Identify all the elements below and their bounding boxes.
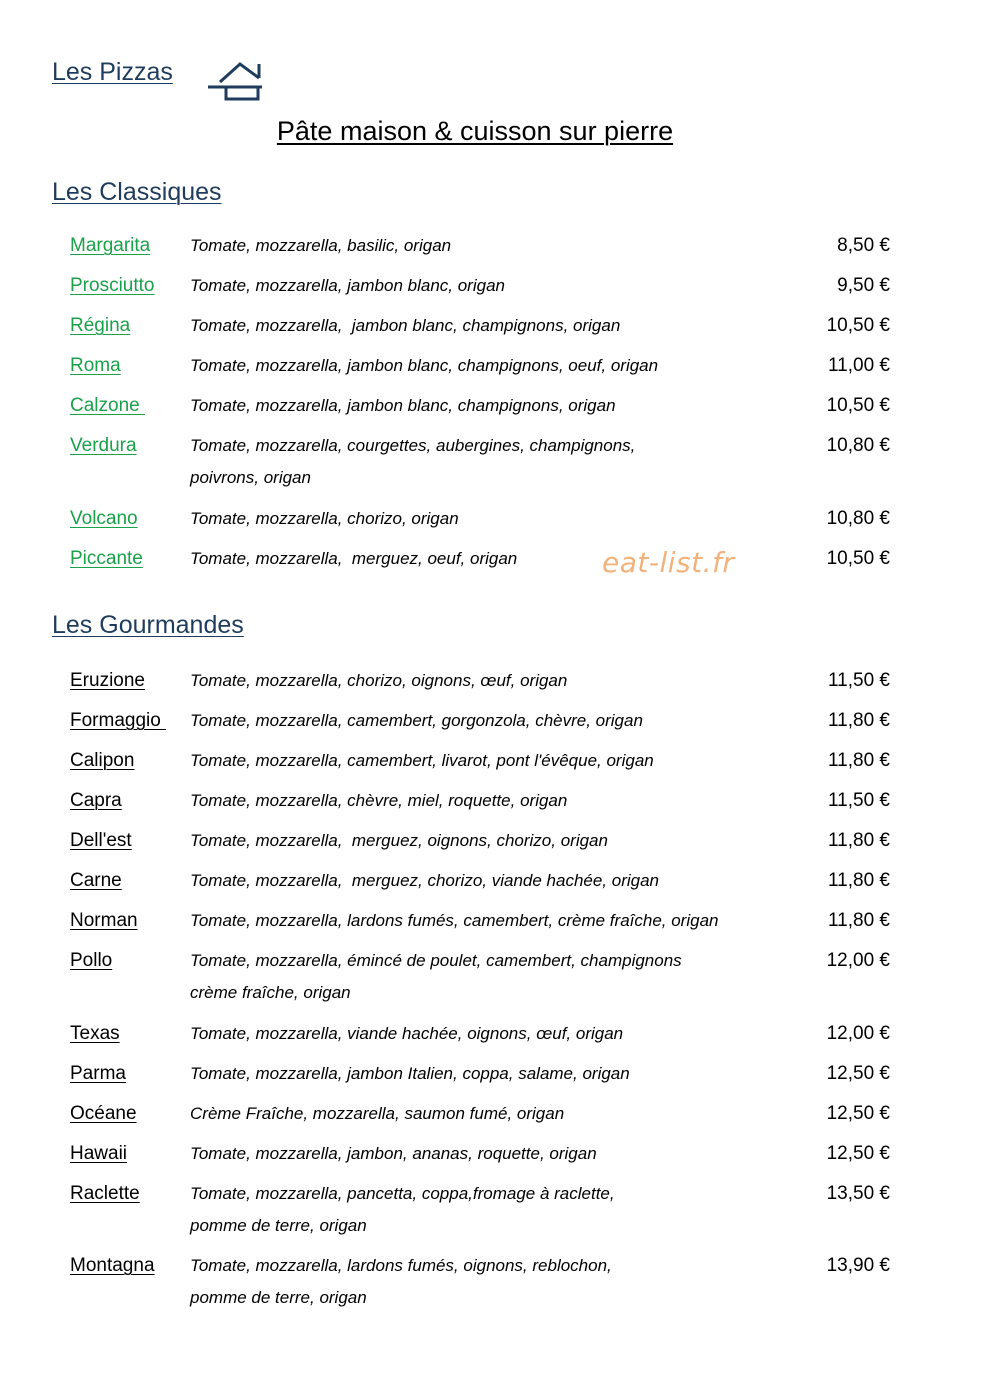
item-name: Verdura [70, 435, 137, 456]
item-price: 12,50 € [826, 1143, 890, 1164]
item-name: Calzone [70, 395, 145, 416]
item-name: Prosciutto [70, 275, 155, 296]
item-description: Tomate, mozzarella, lardons fumés, oignons, reblochon, pomme de terre, origan [190, 1256, 612, 1307]
item-name: Texas [70, 1023, 120, 1044]
item-name: Dell'est [70, 830, 132, 851]
item-name: Capra [70, 790, 122, 811]
item-description: Tomate, mozzarella, chorizo, oignons, œuf, origan [190, 671, 568, 690]
item-price: 11,80 € [828, 870, 890, 891]
item-description: Tomate, mozzarella, lardons fumés, camembert, crème fraîche, origan [190, 911, 719, 930]
item-description: Tomate, mozzarella, jambon, ananas, roquette, origan [190, 1144, 597, 1163]
item-name: Pollo [70, 950, 113, 971]
watermark: eat-list.fr [602, 546, 735, 579]
item-price: 12,00 € [826, 1023, 890, 1044]
item-description: Tomate, mozzarella, camembert, gorgonzola, chèvre, origan [190, 711, 643, 730]
item-description: Tomate, mozzarella, jambon blanc, champignons, oeuf, origan [190, 356, 659, 375]
item-description: Tomate, mozzarella, pancetta, coppa,fromage à raclette, pomme de terre, origan [190, 1184, 615, 1235]
item-price: 11,80 € [828, 830, 890, 851]
item-price: 13,50 € [826, 1183, 890, 1204]
item-description: Tomate, mozzarella, chorizo, origan [190, 509, 459, 528]
item-description: Tomate, mozzarella, chèvre, miel, roquette, origan [190, 791, 568, 810]
item-description: Tomate, mozzarella, merguez, chorizo, viande hachée, origan [190, 871, 660, 890]
item-name: Volcano [70, 508, 138, 529]
item-description: Tomate, mozzarella, jambon blanc, champignons, origan [190, 316, 621, 335]
item-price: 11,50 € [828, 670, 890, 691]
item-price: 9,50 € [837, 275, 890, 296]
item-description: Tomate, mozzarella, courgettes, aubergines, champignons, poivrons, origan [190, 436, 636, 487]
item-name: Calipon [70, 750, 135, 771]
item-price: 13,90 € [826, 1255, 890, 1276]
item-description: Tomate, mozzarella, jambon Italien, coppa, salame, origan [190, 1064, 630, 1083]
item-price: 11,80 € [828, 750, 890, 771]
item-price: 10,80 € [826, 435, 890, 456]
item-name: Carne [70, 870, 122, 891]
item-description: Tomate, mozzarella, merguez, oeuf, origan [190, 549, 518, 568]
section-title-gourmandes: Les Gourmandes [52, 611, 244, 639]
house-icon [206, 60, 264, 102]
section-title-classiques: Les Classiques [52, 178, 222, 206]
item-name: Raclette [70, 1183, 140, 1204]
item-description: Tomate, mozzarella, viande hachée, oignons, œuf, origan [190, 1024, 624, 1043]
item-description: Tomate, mozzarella, émincé de poulet, camembert, champignons crème fraîche, origan [190, 951, 682, 1002]
item-name: Parma [70, 1063, 126, 1084]
item-name: Margarita [70, 235, 151, 256]
item-price: 10,50 € [826, 548, 890, 569]
item-price: 12,00 € [826, 950, 890, 971]
item-name: Piccante [70, 548, 143, 569]
item-description: Tomate, mozzarella, jambon blanc, champignons, origan [190, 396, 616, 415]
item-price: 10,50 € [826, 395, 890, 416]
item-name: Roma [70, 355, 121, 376]
item-price: 11,80 € [828, 910, 890, 931]
item-price: 11,00 € [828, 355, 890, 376]
item-price: 11,50 € [828, 790, 890, 811]
item-price: 12,50 € [826, 1063, 890, 1084]
menu-title: Les Pizzas [52, 58, 173, 86]
item-name: Norman [70, 910, 138, 931]
item-name: Montagna [70, 1255, 155, 1276]
item-description: Crème Fraîche, mozzarella, saumon fumé, origan [190, 1104, 565, 1123]
item-price: 8,50 € [837, 235, 890, 256]
item-name: Régina [70, 315, 131, 336]
item-description: Tomate, mozzarella, merguez, oignons, chorizo, origan [190, 831, 608, 850]
item-name: Formaggio [70, 710, 167, 731]
item-name: Hawaii [70, 1143, 128, 1164]
item-price: 12,50 € [826, 1103, 890, 1124]
item-description: Tomate, mozzarella, basilic, origan [190, 236, 452, 255]
item-price: 10,50 € [826, 315, 890, 336]
item-name: Océane [70, 1103, 137, 1124]
item-description: Tomate, mozzarella, jambon blanc, origan [190, 276, 505, 295]
page-subtitle: Pâte maison & cuisson sur pierre [276, 116, 674, 146]
item-name: Eruzione [70, 670, 145, 691]
item-price: 10,80 € [826, 508, 890, 529]
item-description: Tomate, mozzarella, camembert, livarot, pont l'évêque, origan [190, 751, 654, 770]
item-price: 11,80 € [828, 710, 890, 731]
